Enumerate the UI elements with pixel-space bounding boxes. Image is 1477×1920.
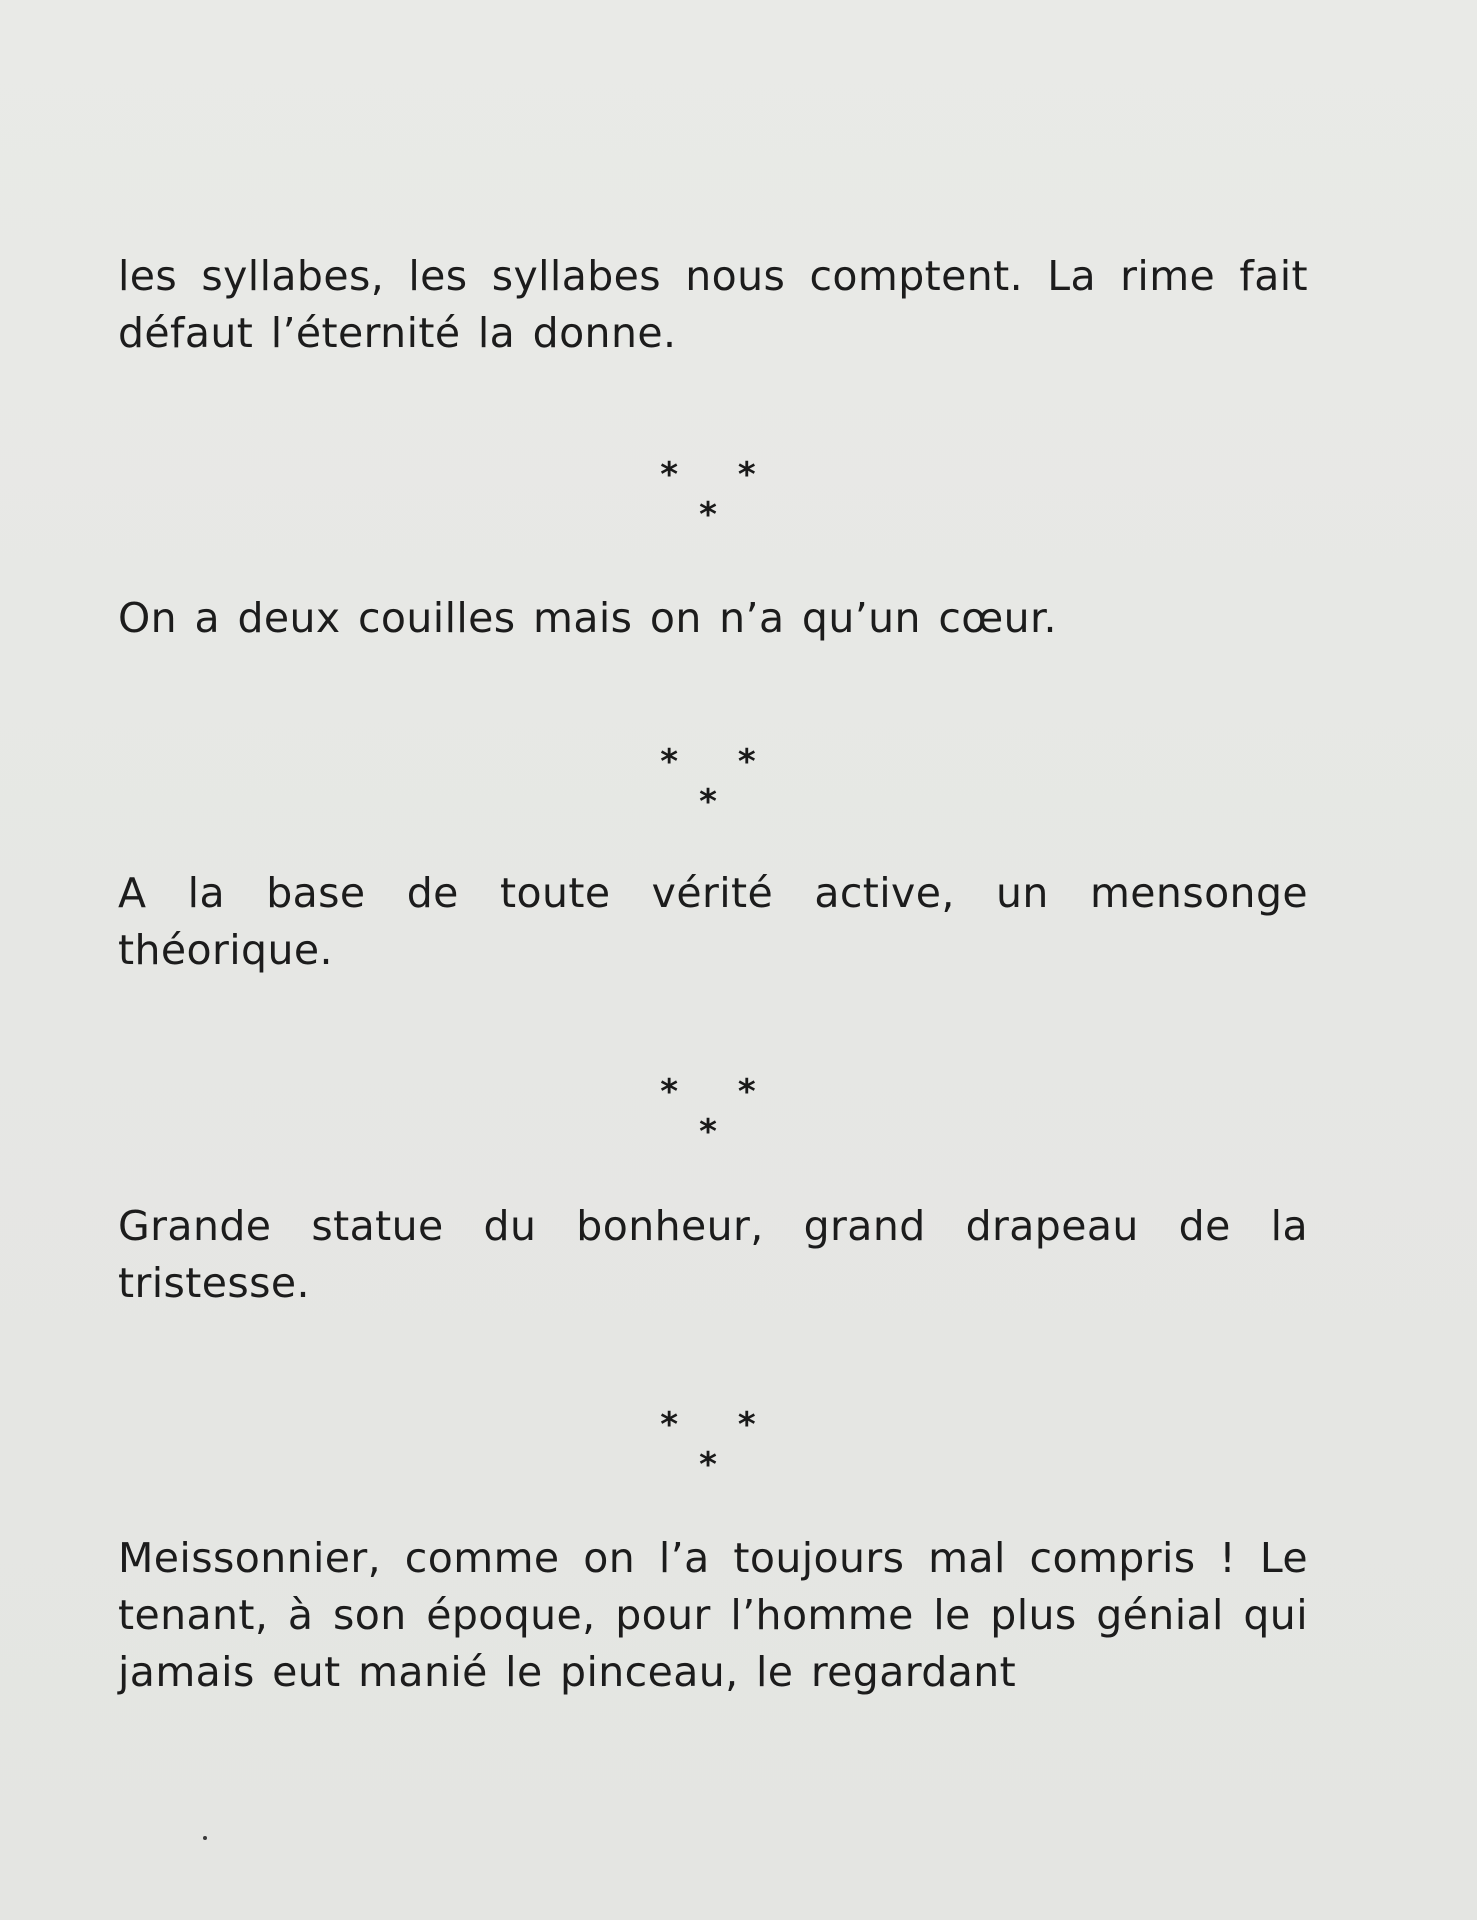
paragraph-coeur: On a deux couilles mais on n’a qu’un cœur. — [118, 594, 1057, 642]
asterism-separator: * * * — [660, 1405, 780, 1485]
asterism-separator: * * * — [660, 1072, 780, 1152]
asterism-separator: * * * — [660, 455, 780, 535]
paragraph-verite: A la base de toute vérité active, un mensonge théorique. — [118, 869, 1308, 974]
asterism-separator: * * * — [660, 742, 780, 822]
paragraph-meissonnier: Meissonnier, comme on l’a toujours mal compris ! Le tenant, à son époque, pour l’homme le plus génial qui jamais eut manié le pinceau, le regardant — [118, 1534, 1308, 1696]
ink-speck — [203, 1836, 207, 1840]
paragraph-bonheur: Grande statue du bonheur, grand drapeau de la tristesse. — [118, 1202, 1308, 1307]
paragraph-syllabes: les syllabes, les syllabes nous comptent. La rime fait défaut l’éternité la donne. — [118, 252, 1308, 357]
